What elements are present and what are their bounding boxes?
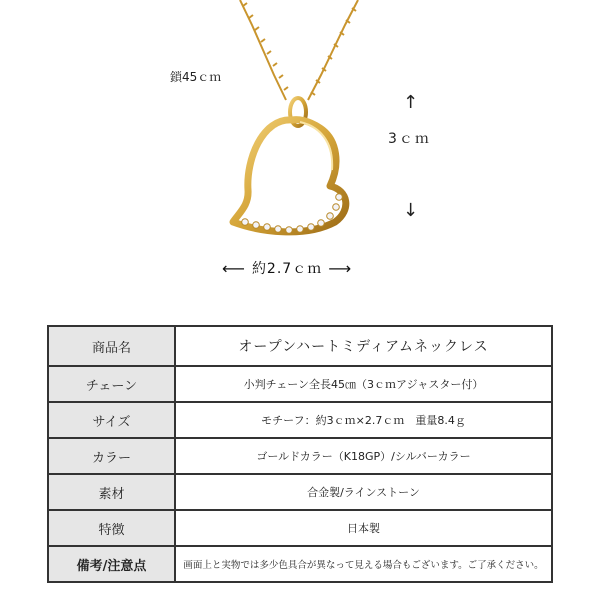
spec-value: 合金製/ラインストーン	[175, 474, 552, 510]
chain-left	[240, 0, 288, 100]
arrow-left-icon: ⟵	[222, 258, 246, 278]
spec-row-feature	[48, 510, 552, 546]
chain-right	[308, 0, 358, 100]
spec-key: 商品名	[48, 326, 175, 366]
height-label: 3ｃｍ	[388, 131, 431, 147]
spec-row-color	[48, 438, 552, 474]
spec-value: モチーフ：約3ｃｍ×2.7ｃｍ 重量8.4ｇ	[175, 402, 552, 438]
spec-key: 素材	[48, 474, 175, 510]
spec-value: ゴールドカラー（K18GP）/シルバーカラー	[175, 438, 552, 474]
spec-key: 備考/注意点	[48, 546, 175, 582]
chain-length-label: 鎖45ｃｍ	[170, 70, 222, 84]
spec-table	[47, 325, 553, 583]
width-label: 約2.7ｃｍ	[251, 261, 323, 277]
width-dimension	[222, 258, 352, 278]
spec-value: オープンハートミディアムネックレス	[175, 326, 552, 366]
arrow-down-icon: ↓	[403, 200, 419, 221]
spec-key: 特徴	[48, 510, 175, 546]
spec-key: チェーン	[48, 366, 175, 402]
spec-row-product-name	[48, 326, 552, 366]
arrow-up-icon: ↑	[403, 92, 419, 113]
spec-key: カラー	[48, 438, 175, 474]
spec-row-size	[48, 402, 552, 438]
spec-row-chain	[48, 366, 552, 402]
spec-key: サイズ	[48, 402, 175, 438]
arrow-right-icon: ⟶	[328, 258, 353, 278]
spec-row-notes	[48, 546, 552, 582]
spec-value: 小判チェーン全長45㎝（3ｃｍアジャスター付）	[175, 366, 552, 402]
spec-value: 日本製	[175, 510, 552, 546]
spec-row-material	[48, 474, 552, 510]
spec-value: 画面上と実物では多少色具合が異なって見える場合もございます。ご了承ください。	[175, 546, 552, 582]
